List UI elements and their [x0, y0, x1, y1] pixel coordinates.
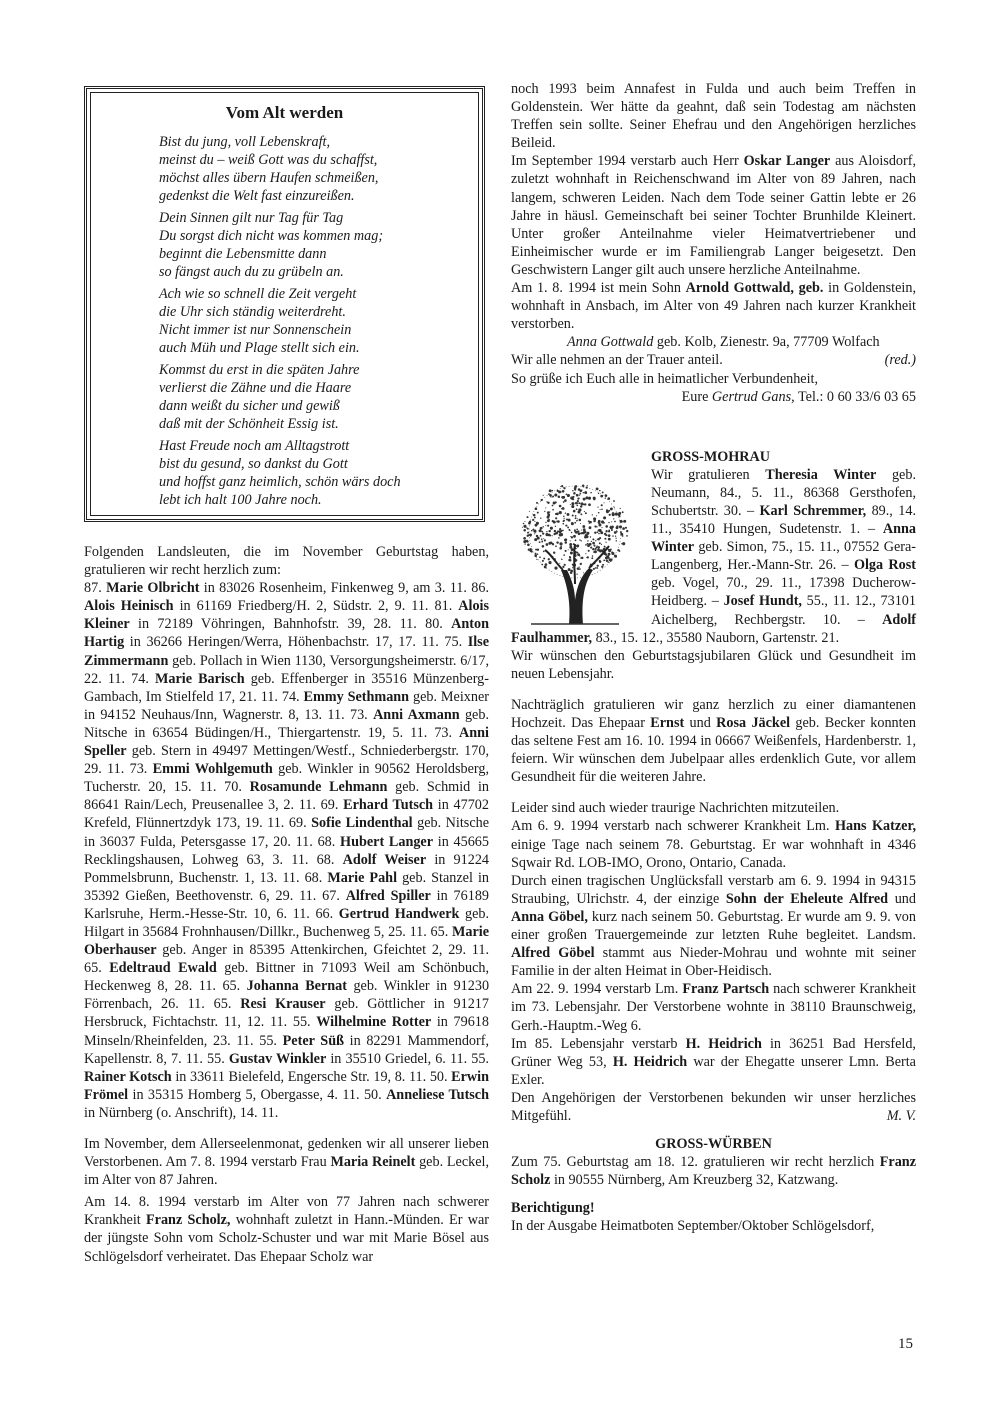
gruss-line: So grüße ich Euch alle in heimatlicher Verbundenheit, [511, 370, 819, 387]
birthday-age: 73. [349, 706, 368, 723]
poem-text [159, 133, 459, 513]
birthday-name: Hubert Langer [340, 833, 434, 850]
birthday-age: 68. [316, 851, 335, 868]
poem-line: beginnt die Lebensmitte dann [159, 246, 327, 262]
langer-paragraph: Im September 1994 verstarb auch Herr Oskar Langer aus Aloisdorf, zuletzt wohnhaft in Reichenschwand im Alter von 89 Jahren, nach langem, schweren Leiden. Nach dem Tode seiner Gattin lebte er 26 Jahre in häusl. Gemeinschaft bei seiner Tochter Brunhilde Kleinert. Unter großer Anteilnahme vieler Heimatvertriebener und Einheimischer wurde er im Familiengrab Langer beigesetzt. Den Geschwistern Langer gilt auch unsere herzliche Anteilnahme. [511, 153, 917, 278]
birthday-age: 67. [322, 887, 340, 904]
birthday-name: Rainer Kotsch [84, 1068, 172, 1085]
gross-wuerben-birthday: Zum 75. Geburtstag am 18. 12. gratulieren wir recht herzlich Franz Scholz in 90555 Nürnberg, Am Kreuzberg 32, Katzwang. [511, 1154, 916, 1189]
birthday-name: Sofie Lindenthal [311, 815, 413, 832]
birthday-name: Emmi Wohlgemuth [152, 761, 273, 778]
poem-box [84, 86, 485, 522]
poem-stanza [159, 437, 459, 509]
birthday-details: in 79618 Minseln/Rheinfelden, 23. 11. [84, 1014, 489, 1049]
birthday-details: in 35315 Homberg 5, Obergasse, 4. 11. [128, 1086, 360, 1103]
poem-line: bist du gesund, so dankst du Gott [159, 456, 348, 472]
signature-gans: Eure Gertrud Gans, Tel.: 0 60 33/6 03 65 [681, 388, 916, 405]
poem-line: Bist du jung, voll Lebenskraft, [159, 134, 331, 150]
page-number: 15 [898, 1336, 913, 1352]
birthday-age: 73. [129, 761, 148, 778]
birthday-age: 73. [434, 724, 453, 741]
poem-line: daß mit der Schönheit Essig ist. [159, 416, 339, 432]
gross-wuerben-heading: GROSS-WÜRBEN [655, 1136, 772, 1153]
birthday-age: 75. [444, 634, 463, 651]
birthday-age: 69. [320, 797, 339, 814]
birthday-details: geb. Anger in 85395 Attenkirchen, Gfeichtet 2, 29. 11. [156, 942, 489, 959]
poem-line: Dein Sinnen gilt nur Tag für Tag [159, 210, 344, 226]
poem-line: so fängst auch du zu grübeln an. [159, 264, 344, 280]
berichtigung-text: In der Ausgabe Heimatboten September/Oktober Schlögelsdorf, [511, 1218, 875, 1235]
poem-line: möchst alles übern Haufen schmeißen, [159, 170, 379, 186]
birthday-age: 80. [425, 616, 443, 633]
birthday-details: geb. Winkler in 91230 Förrenbach, 26. 11. [84, 978, 490, 1013]
birthday-name: Marie Barisch [154, 670, 245, 687]
partsch-paragraph: Am 22. 9. 1994 verstarb Lm. Franz Partsch nach schwerer Krankheit im 73. Lebensjahr. Der Verstorbene wohnte in 38110 Braunschweig, Gerh.-Hauptm.-Weg 6. [511, 981, 916, 1034]
birthday-age: 55. [292, 1014, 311, 1031]
birthday-age: 50. [363, 1086, 382, 1103]
poem-line: Kommst du erst in die späten Jahre [159, 362, 360, 378]
gottwald-paragraph: Am 1. 8. 1994 ist mein Sohn Arnold Gottwald, geb. in Goldenstein, wohnhaft in Ansbach, im Alter von 49 Jahren nach kurzer Krankheit verstorben. [511, 280, 916, 333]
poem-stanza [159, 361, 459, 433]
heidrich-paragraph: Im 85. Lebensjahr verstarb H. Heidrich in 36251 Bad Hersfeld, Grüner Weg 53, H. Heidrich war der Ehegatte unserer Lmn. Berta Exler. [511, 1035, 916, 1088]
poem-stanza [159, 285, 459, 357]
birthday-age: 69. [288, 815, 307, 832]
birthday-details: geb. Winkler in 90562 Heroldsberg, Tucherstr. 20, 15. 11. [84, 761, 490, 796]
birthday-name: Wilhelmine Rotter [316, 1014, 432, 1031]
birthday-name: Rosamunde Lehmann [249, 779, 388, 796]
gross-mohrau-birthdays: Wir gratulieren Theresia Winter geb. Neumann, 84., 5. 11., 86368 Gersthofen, Schubertstr. 30. – Karl Schremmer, 89., 14. 11., 35410 Hungen, Sudetenstr. 1. – Anna Winter geb. Simon, 75., 15. 11., 07552 Gera-Langenberg, Her.-Mann-Str. 26. – Olga Rost geb. Vogel, 70., 29. 11., 17398 Ducherow-Heidberg. – Josef Hundt, 55., 11. 12., 73101 Aichelberg, Rechbergstr. 10. – Adolf Faulhammer, 83., 15. 12., 35580 Nauborn, Gartenstr. 21. [511, 466, 917, 646]
gross-mohrau-heading: GROSS-MOHRAU [651, 448, 771, 465]
goebel-paragraph: Durch einen tragischen Unglücksfall verstarb am 6. 9. 1994 in 94315 Straubing, Ulrichstr. 4, der einzige Sohn der Eheleute Alfred und Anna Göbel, kurz nach seinem 50. Geburtstag. Er wurde am 9. 9. von einer großen Trauergemeinde zur letzten Ruhe begleitet. Landsm. Alfred Göbel stammt aus Nieder-Mohrau und wohnte mit seiner Familie in der alten Heimat in Ober-Heidisch. [511, 872, 916, 980]
right-column [511, 80, 916, 1236]
birthday-name: Emmy Sethmann [303, 688, 410, 705]
birthday-name: Marie Olbricht [106, 580, 200, 597]
birthday-details: geb. Schmid in 86641 Rain/Lech, Preusenallee 3, 2. 11. [84, 779, 490, 814]
birthday-details: in 72189 Vöhringen, Bahnhofstr. 39, 28. 11. [129, 616, 417, 633]
birthday-age: 55. [207, 1050, 225, 1067]
birthday-name: Anneliese Tutsch [386, 1086, 489, 1103]
diamond-wedding: Nachträglich gratulieren wir ganz herzlich zu einer diamantenen Hochzeit. Das Ehepaar Ernst und Rosa Jäckel geb. Becker konnten das seltene Fest am 16. 10. 1994 in 06667 Weißenfels, Hardenberstr. 1, feiern. Wir wünschen dem Jubelpaar alles erdenklich Gute, vor allem Gesundheit für die weiteren Jahre. [511, 696, 916, 786]
birthday-age: 65. [430, 923, 449, 940]
poem-line: verlierst die Zähne und die Haare [159, 380, 352, 396]
birthday-age: 66. [315, 905, 334, 922]
birthday-name: Erhard Tutsch [343, 797, 434, 814]
birthday-name: Gustav Winkler [228, 1050, 327, 1067]
birthday-age: 68. [317, 833, 336, 850]
birthday-details: in 83026 Rosenheim, Finkenweg 9, am 3. 11. [199, 580, 467, 597]
birthday-name: Erwin Frömel [84, 1068, 490, 1103]
birthday-age: 74. [281, 688, 300, 705]
birthday-details: geb. Hilgart in 35684 Frohnhausen/Dillkr., Buchenweg 5, 25. 11. [84, 905, 490, 940]
poem-line: meinst du – weiß Gott was du schaffst, [159, 152, 378, 168]
poem-line: auch Müh und Plage stellt sich ein. [159, 340, 360, 356]
birthday-details: in 82291 Mammendorf, Kapellenstr. 8, 7. 11. [84, 1032, 490, 1067]
birthday-name: Alfred Spiller [345, 887, 431, 904]
berichtigung-heading: Berichtigung! [511, 1200, 595, 1217]
poem-stanza [159, 209, 459, 281]
november-paragraph: Im November, dem Allerseelenmonat, gedenken wir all unserer lieben Verstorbenen. Am 7. 8. 1994 verstarb Frau Maria Reinelt geb. Leckel, im Alter von 87 Jahren. [84, 1136, 489, 1189]
birthday-details: in 61169 Friedberg/H. 2, Südstr. 2, 9. 11. [173, 598, 429, 615]
mitgefuehl-paragraph: Den Angehörigen der Verstorbenen bekunden wir unser herzliches Mitgefühl. M. V. [511, 1089, 916, 1124]
birthday-name: Anton Hartig [84, 616, 490, 651]
sad-news: Leider sind auch wieder traurige Nachrichten mitzuteilen. [511, 800, 840, 817]
birthday-name: Johanna Bernat [246, 978, 347, 995]
gross-mohrau-wish: Wir wünschen den Geburtstagsjubilaren Glück und Gesundheit im neuen Lebensjahr. [511, 647, 916, 682]
birthday-details: geb. Stanzel in 35392 Gießen, Beethovenstr. 6, 29. 11. [84, 869, 489, 904]
birthday-details: geb. Effenberger in 35516 Münzenberg-Gambach, Im Stielfeld 17, 21. 11. [84, 670, 489, 705]
poem-title: Vom Alt werden [225, 103, 344, 122]
birthday-age: 65. [213, 996, 232, 1013]
tree-illustration [511, 474, 639, 629]
birthday-intro: Folgenden Landsleuten, die im November Geburtstag haben, gratulieren wir recht herzlich zum: [84, 544, 489, 579]
birthday-name: Gertrud Handwerk [338, 905, 460, 922]
birthday-name: Resi Krauser [240, 996, 326, 1013]
birthday-details: geb. Nitsche in 63654 Büdingen/H., Thiergartenstr. 19, 5. 11. [84, 706, 489, 741]
poem-line: lebt ich halt 100 Jahre noch. [159, 492, 322, 508]
birthday-name: Adolf Weiser [342, 851, 427, 868]
birthday-list [84, 579, 489, 1122]
birthday-name: Peter Süß [282, 1032, 344, 1049]
birthday-details: geb. Nitsche in 36037 Fulda, Petersgasse 17, 20. 11. [84, 815, 490, 850]
birthday-details: geb. Pollach in Wien 1130, Versorgungsheimerstr. 6/17, 22. 11. [84, 652, 489, 687]
birthday-age: 74. [131, 670, 149, 687]
birthday-details: in Nürnberg (o. Anschrift), 14. 11. [84, 1104, 279, 1121]
birthday-age: 65. [84, 960, 102, 977]
birthday-name: Marie Oberhauser [84, 923, 490, 959]
birthday-age: 65. [222, 978, 241, 995]
birthday-name: Anni Speller [84, 724, 489, 760]
poem-line: gedenkst die Welt fast einzureißen. [159, 188, 355, 204]
birthday-age: 81. [434, 598, 453, 615]
birthday-name: Alois Kleiner [84, 598, 489, 633]
poem-line: dann weißt du sicher und gewiß [159, 398, 340, 414]
birthday-details: geb. Stern in 49497 Mettingen/Westf., Schniederbergstr. 170, 29. 11. [84, 743, 489, 778]
birthday-age: 55. [471, 1050, 489, 1067]
birthday-details: geb. Göttlicher in 91217 Hersbruck, Fichtachstr. 11, 12. 11. [84, 996, 489, 1031]
birthday-age: 68. [304, 869, 323, 886]
left-column [84, 543, 489, 1266]
birthday-details: geb. Meixner in 94152 Neuhaus/Inn, Wagnerstr. 8, 13. 11. [84, 688, 489, 723]
birthday-age: 87. [84, 580, 102, 597]
birthday-details: in 91224 Pommelsbrunn, Buchenstr. 1, 13. 11. [84, 851, 490, 886]
poem-line: Nicht immer ist nur Sonnenschein [159, 322, 352, 338]
birthday-name: Anni Axmann [373, 706, 460, 723]
birthday-name: Edeltraud Ewald [109, 960, 217, 977]
birthday-name: Alois Heinisch [84, 598, 174, 615]
birthday-details: in 36266 Heringen/Werra, Höhenbachstr. 17, 17. 11. [124, 634, 439, 651]
poem-stanza [159, 133, 459, 205]
poem-line: die Uhr sich ständig weiterdreht. [159, 304, 346, 320]
anna-gottwald: Anna Gottwald geb. Kolb, Zienestr. 9a, 77709 Wolfach [567, 334, 880, 351]
birthday-age: 86. [471, 580, 490, 597]
trauer-line: Wir alle nehmen an der Trauer anteil. (red.) [511, 352, 916, 369]
poem-line: und hoffst ganz heimlich, schön wärs doch [159, 474, 401, 490]
birthday-age: 70. [224, 779, 242, 796]
birthday-age: 55. [259, 1032, 277, 1049]
birthday-details: in 33611 Bielefeld, Engersche Str. 19, 8. 11. [171, 1068, 427, 1085]
scholz-paragraph: Am 14. 8. 1994 verstarb im Alter von 77 Jahren nach schwerer Krankheit Franz Scholz, wohnhaft zuletzt in Hann.-Münden. Er war der jüngste Sohn vom Scholz-Schuster und war mit Marie Bösel aus Schlögelsdorf verheiratet. Das Ehepaar Scholz war [84, 1194, 489, 1265]
birthday-details: in 45665 Recklingshausen, Lohweg 63, 3. 11. [84, 833, 489, 868]
birthday-details: in 76189 Karlsruhe, Herm.-Hesse-Str. 10, 6. 11. [84, 887, 490, 922]
poem-line: Hast Freude noch am Alltagstrott [159, 438, 350, 454]
birthday-details: geb. Bittner in 71093 Weil am Schönbuch, Heckenweg 8, 28. 11. [84, 960, 490, 995]
birthday-age: 50. [429, 1068, 448, 1085]
birthday-details: in 35510 Griedel, 6. 11. [326, 1050, 468, 1067]
poem-line: Ach wie so schnell die Zeit vergeht [159, 286, 357, 302]
poem-line: Du sorgst dich nicht was kommen mag; [159, 228, 384, 244]
birthday-details: in 47702 Krefeld, Flünnertzdyk 173, 19. 11. [84, 797, 489, 832]
birthday-name: Ilse Zimmermann [84, 634, 489, 669]
katzer-paragraph: Am 6. 9. 1994 verstarb nach schwerer Krankheit Lm. Hans Katzer, einige Tage nach seinem 78. Geburtstag. Er war wohnhaft in 4346 Sqwair Rd. LOB-IMO, Orono, Ontario, Canada. [511, 818, 917, 871]
birthday-name: Marie Pahl [327, 869, 398, 886]
continued-text: noch 1993 beim Annafest in Fulda und auch beim Treffen in Goldenstein. Wer hätte da geahnt, daß sein Todestag am nächsten Treffen sein sollte. Seiner Ehefrau und den Angehörigen herzliches Beileid. [511, 81, 916, 152]
